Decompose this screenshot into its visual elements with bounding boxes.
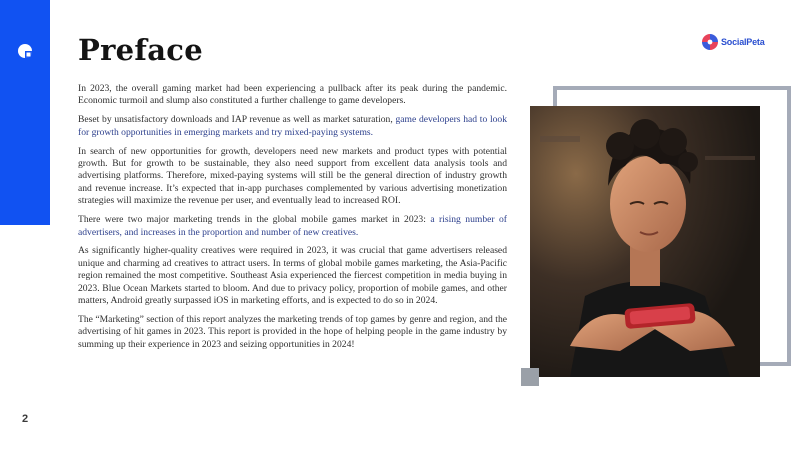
paragraph-trends-highlight: a rising number of advertisers, and increases in the proportion and number of new creatives.: [78, 214, 507, 238]
page-title: Preface: [78, 33, 204, 67]
paragraph-growth: In search of new opportunities for growth, developers need new markets and product types with potential growth. But for growth to be sustainable, they also need support from excellent data analysis tools and advertising platforms. Therefore, mixed-paying systems will still be the general direction of industry growth and revenue increase. It’s expected that in-app purchases complemented by various advertising monetization strategies will maximize the revenue per user, and eventually lead to increased ROI.: [78, 145, 507, 207]
sidebar-accent-bar: [0, 0, 50, 225]
paragraph-trends: [78, 214, 507, 239]
paragraph-trends-lead: There were two major marketing trends in the global mobile games market in 2023:: [78, 214, 431, 226]
brand-logo: [702, 33, 765, 51]
socialpeta-logo-icon: [702, 34, 718, 50]
paragraph-intro: In 2023, the overall gaming market had been experiencing a pullback after its peak during the pandemic. Economic turmoil and slump also constituted a further challenge to game developers.: [78, 83, 507, 107]
paragraph-beset-highlight: game developers had to look for growth opportunities in emerging markets and try mixed-paying systems.: [78, 114, 507, 138]
page-number: 2: [22, 413, 29, 425]
gamer-illustration: [530, 106, 760, 377]
paragraph-marketing: The “Marketing” section of this report analyzes the marketing trends of top games by genre and region, and the advertising of hit games in 2023. This report is provided in the hope of helping people in the game industry by summing up their experience in 2023 and seizing opportunities in 2024!: [78, 314, 507, 350]
paragraph-creatives: As significantly higher-quality creatives were required in 2023, it was crucial that game advertisers released unique and charming ad creatives to attract users. In terms of global mobile games marketing, the Asia-Pacific region remained the most competitive. Southeast Asia experienced the fiercest competition in media buying in 2023. Blue Ocean Markets started to bloom. And due to privacy policy, proportion of mobile games, and other matters, Android greatly surpassed iOS in marketing efforts, and is expected to do so in 2024.: [78, 245, 507, 307]
preface-body: [78, 83, 507, 358]
logo-text: SocialPeta: [721, 37, 765, 47]
decorative-gray-square: [521, 368, 539, 386]
gamer-photo: [530, 106, 760, 377]
pie-chart-icon: [17, 43, 33, 59]
paragraph-beset-lead: Beset by unsatisfactory downloads and IAP revenue as well as market saturation,: [78, 114, 396, 126]
paragraph-beset: [78, 114, 507, 139]
